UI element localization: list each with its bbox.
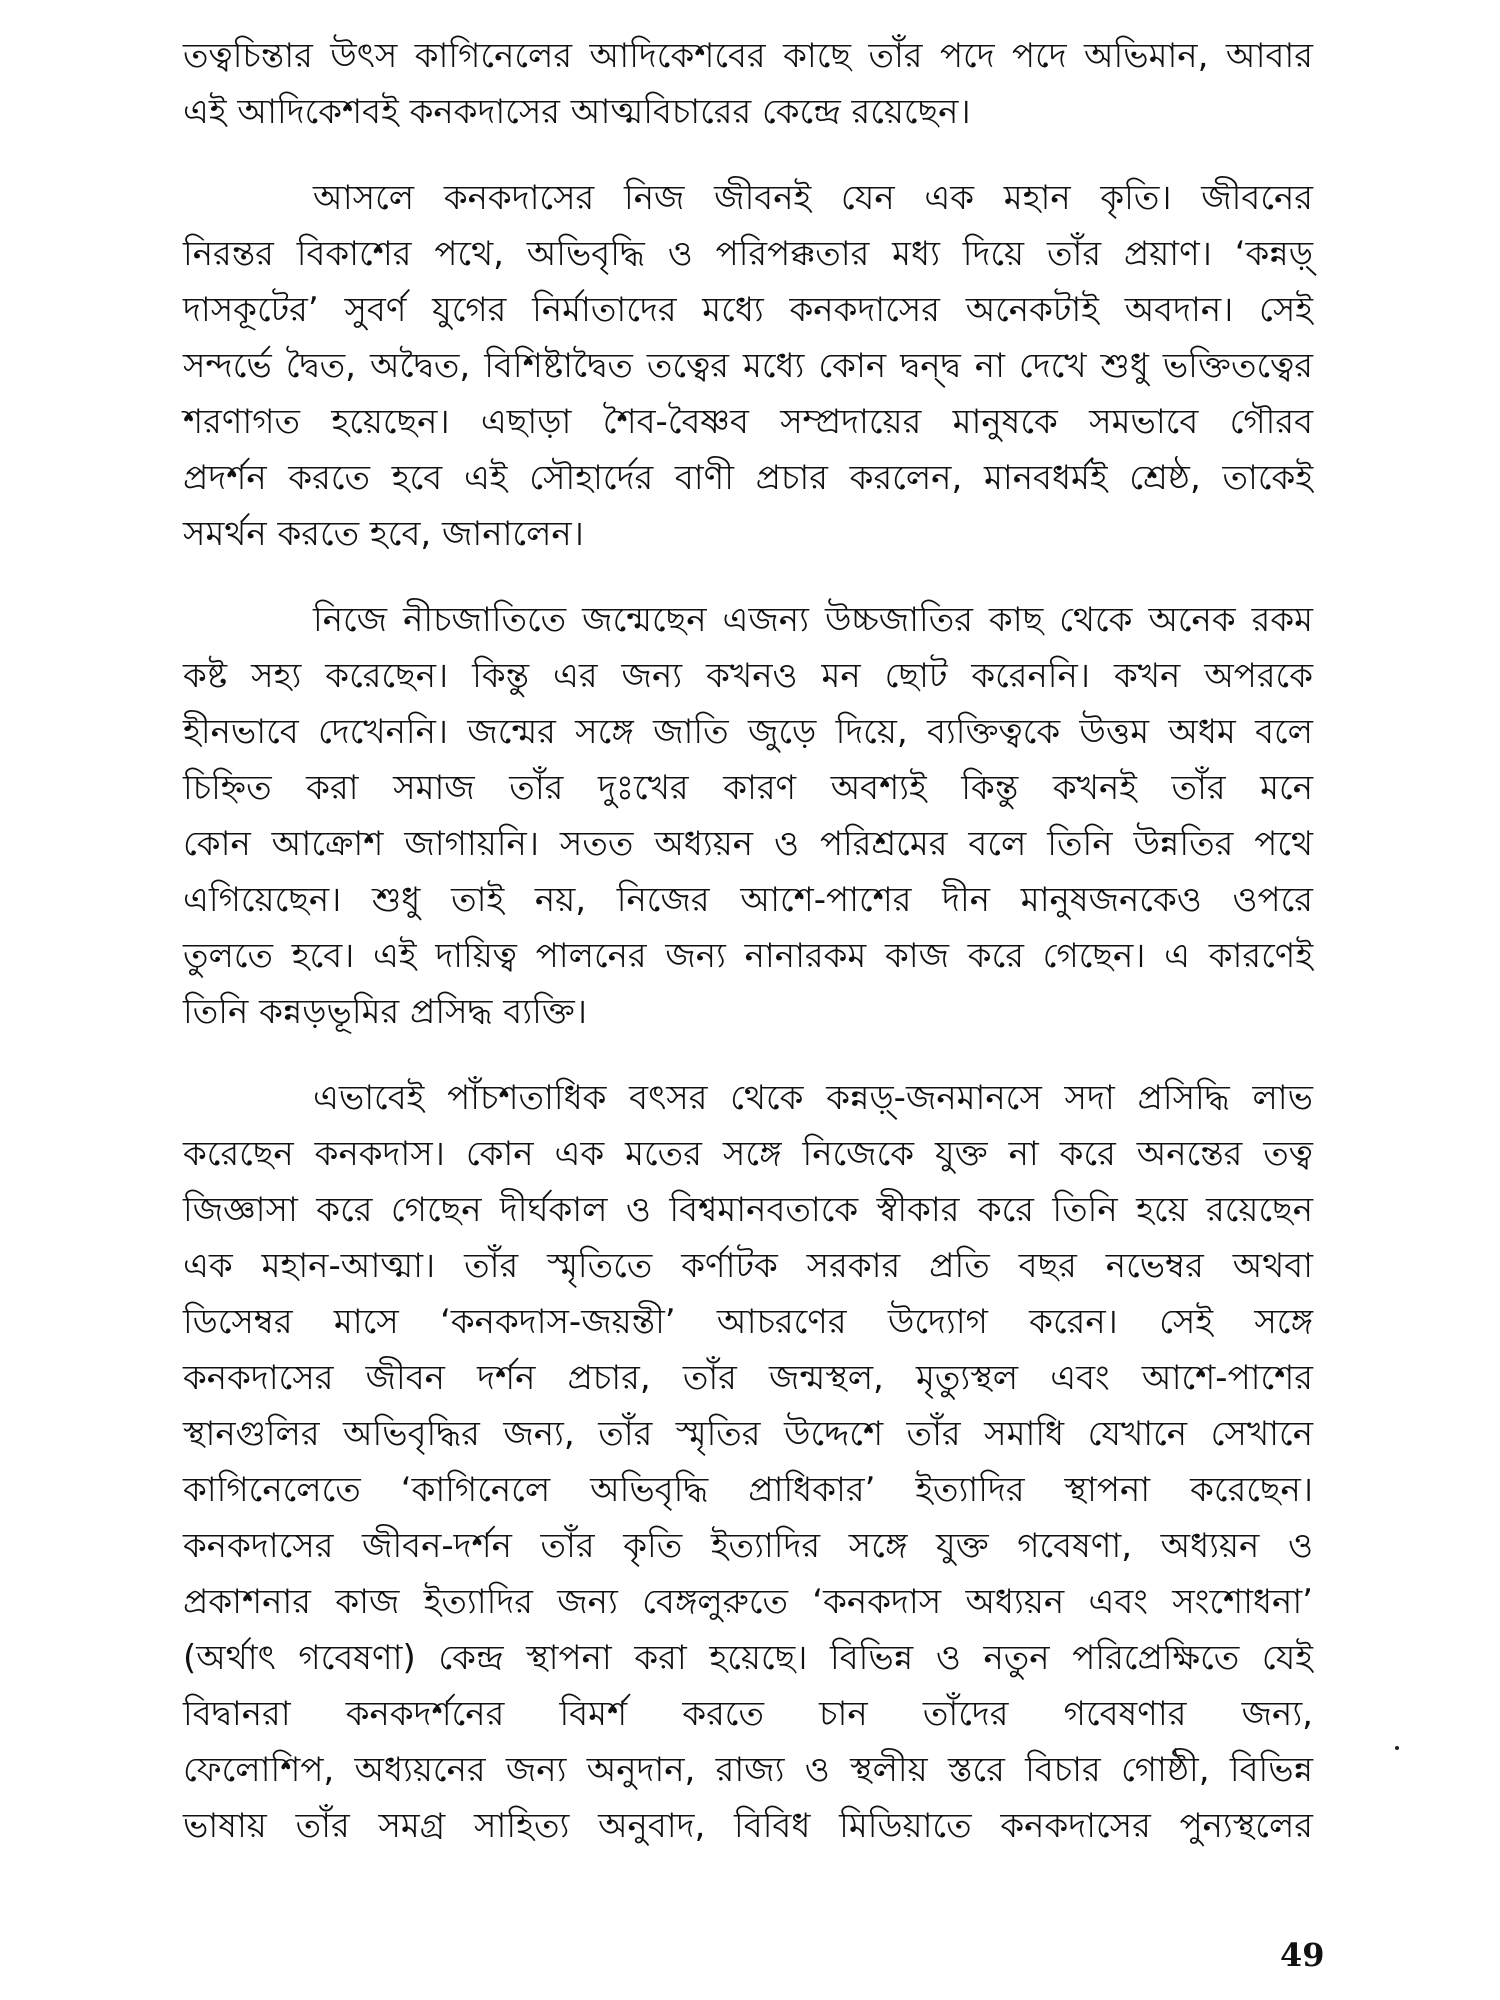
text-line: কনকদাসের জীবন দর্শন প্রচার, তাঁর জন্মস্থল, মৃত্যুস্থল এবং আশে-পাশের [183, 1358, 1313, 1398]
text-line: কাগিনেলেতে ‘কাগিনেলে অভিবৃদ্ধি প্রাধিকার’ ইত্যাদির স্থাপনা করেছেন। [183, 1470, 1313, 1510]
text-line: নিজে নীচজাতিতে জন্মেছেন এজন্য উচ্চজাতির কাছ থেকে অনেক রকম [313, 600, 1313, 640]
text-line: ভাষায় তাঁর সমগ্র সাহিত্য অনুবাদ, বিবিধ মিডিয়াতে কনকদাসের পুন্যস্থলের [183, 1806, 1313, 1846]
text-line: নিরন্তর বিকাশের পথে, অভিবৃদ্ধি ও পরিপক্কতার মধ্য দিয়ে তাঁর প্রয়াণ। ‘কন্নড়্ [183, 234, 1313, 274]
text-line: করেছেন কনকদাস। কোন এক মতের সঙ্গে নিজেকে যুক্ত না করে অনন্তের তত্ব [183, 1134, 1313, 1174]
page-body [183, 28, 1313, 1854]
text-line: আসলে কনকদাসের নিজ জীবনই যেন এক মহান কৃতি। জীবনের [313, 178, 1313, 218]
text-line: প্রকাশনার কাজ ইত্যাদির জন্য বেঙ্গলুরুতে ‘কনকদাস অধ্যয়ন এবং সংশোধনা’ [183, 1582, 1313, 1622]
text-line: কষ্ট সহ্য করেছেন। কিন্তু এর জন্য কখনও মন ছোট করেননি। কখন অপরকে [183, 656, 1313, 696]
scan-speck [1395, 1746, 1399, 1750]
text-line: স্থানগুলির অভিবৃদ্ধির জন্য, তাঁর স্মৃতির উদ্দেশে তাঁর সমাধি যেখানে সেখানে [183, 1414, 1313, 1454]
text-line: জিজ্ঞাসা করে গেছেন দীর্ঘকাল ও বিশ্বমানবতাকে স্বীকার করে তিনি হয়ে রয়েছেন [183, 1190, 1313, 1230]
text-line: সমর্থন করতে হবে, জানালেন। [183, 514, 584, 554]
text-line: এক মহান-আত্মা। তাঁর স্মৃতিতে কর্ণাটক সরকার প্রতি বছর নভেম্বর অথবা [183, 1246, 1313, 1286]
text-line: কোন আক্রোশ জাগায়নি। সতত অধ্যয়ন ও পরিশ্রমের বলে তিনি উন্নতির পথে [183, 824, 1313, 864]
text-line: বিদ্বানরা কনকদর্শনের বিমর্শ করতে চান তাঁদের গবেষণার জন্য, [183, 1694, 1313, 1734]
paragraph-3 [183, 592, 1313, 1040]
text-line: দাসকূটের’ সুবর্ণ যুগের নির্মাতাদের মধ্যে কনকদাসের অনেকটাই অবদান। সেই [183, 290, 1313, 330]
text-line: এই আদিকেশবই কনকদাসের আত্মবিচারের কেন্দ্রে রয়েছেন। [183, 92, 971, 132]
text-line: তত্বচিন্তার উৎস কাগিনেলের আদিকেশবের কাছে তাঁর পদে পদে অভিমান, আবার [183, 36, 1313, 76]
text-line: ডিসেম্বর মাসে ‘কনকদাস-জয়ন্তী’ আচরণের উদ্যোগ করেন। সেই সঙ্গে [183, 1302, 1313, 1342]
text-line: (অর্থাৎ গবেষণা) কেন্দ্র স্থাপনা করা হয়েছে। বিভিন্ন ও নতুন পরিপ্রেক্ষিতে যেই [183, 1638, 1313, 1678]
text-line: এগিয়েছেন। শুধু তাই নয়, নিজের আশে-পাশের দীন মানুষজনকেও ওপরে [183, 880, 1313, 920]
paragraph-spacer [183, 1040, 1313, 1070]
paragraph-2 [183, 170, 1313, 562]
paragraph-spacer [183, 562, 1313, 592]
paragraph-1 [183, 28, 1313, 140]
text-line: তিনি কন্নড়ভূমির প্রসিদ্ধ ব্যক্তি। [183, 992, 587, 1032]
text-line: প্রদর্শন করতে হবে এই সৌহার্দের বাণী প্রচার করলেন, মানবধর্মই শ্রেষ্ঠ, তাকেই [183, 458, 1313, 498]
text-line: কনকদাসের জীবন-দর্শন তাঁর কৃতি ইত্যাদির সঙ্গে যুক্ত গবেষণা, অধ্যয়ন ও [183, 1526, 1313, 1566]
text-line: ফেলোশিপ, অধ্যয়নের জন্য অনুদান, রাজ্য ও স্থলীয় স্তরে বিচার গোষ্ঠী, বিভিন্ন [183, 1750, 1313, 1790]
text-line: এভাবেই পাঁচশতাধিক বৎসর থেকে কন্নড়্-জনমানসে সদা প্রসিদ্ধি লাভ [313, 1078, 1313, 1118]
text-line: সন্দর্ভে দ্বৈত, অদ্বৈত, বিশিষ্টাদ্বৈত তত্বের মধ্যে কোন দ্বন্দ্ব না দেখে শুধু ভক্তিতত্বের [183, 346, 1313, 386]
paragraph-4 [183, 1070, 1313, 1854]
text-line: তুলতে হবে। এই দায়িত্ব পালনের জন্য নানারকম কাজ করে গেছেন। এ কারণেই [183, 936, 1313, 976]
text-line: চিহ্নিত করা সমাজ তাঁর দুঃখের কারণ অবশ্যই কিন্তু কখনই তাঁর মনে [183, 768, 1313, 808]
text-line: শরণাগত হয়েছেন। এছাড়া শৈব-বৈষ্ণব সম্প্রদায়ের মানুষকে সমভাবে গৌরব [183, 402, 1313, 442]
paragraph-spacer [183, 140, 1313, 170]
text-line: হীনভাবে দেখেননি। জন্মের সঙ্গে জাতি জুড়ে দিয়ে, ব্যক্তিত্বকে উত্তম অধম বলে [183, 712, 1313, 752]
page-number: 49 [1280, 1936, 1325, 1974]
